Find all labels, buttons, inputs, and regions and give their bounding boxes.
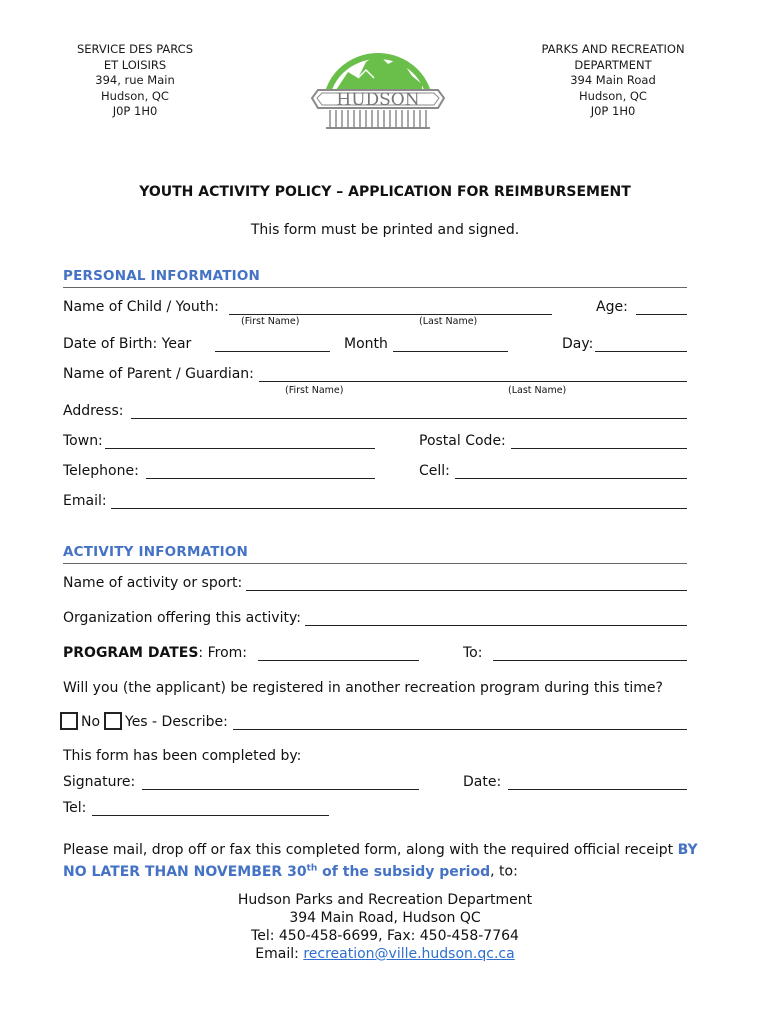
address-label: Address: [63, 403, 124, 419]
section-divider [63, 563, 687, 564]
contact-block [0, 891, 770, 963]
tel-field[interactable] [92, 815, 329, 816]
header-right-address [533, 42, 693, 120]
address-line: J0P 1H0 [590, 104, 636, 118]
to-label: To: [463, 645, 483, 661]
child-name-field[interactable] [229, 314, 552, 315]
section-divider [63, 287, 687, 288]
address-line: 394 Main Road [570, 73, 656, 87]
cell-label: Cell: [419, 463, 450, 479]
program-dates-label [63, 645, 247, 661]
deadline-suffix: th [306, 863, 318, 873]
dob-day-label: Day: [562, 336, 594, 352]
postal-code-label: Postal Code: [419, 433, 506, 449]
instructions-end: , to: [490, 863, 518, 880]
postal-code-field[interactable] [511, 448, 687, 449]
date-label: Date: [463, 774, 502, 790]
last-name-hint: (Last Name) [419, 316, 478, 327]
completed-by-label: This form has been completed by: [63, 748, 302, 764]
contact-department: Hudson Parks and Recreation Department [237, 892, 533, 908]
address-line: Hudson, QC [101, 88, 169, 103]
parent-name-field[interactable] [259, 381, 687, 382]
telephone-label: Telephone: [63, 463, 139, 479]
no-label: No [81, 714, 101, 730]
first-name-hint: (First Name) [241, 316, 300, 327]
town-field[interactable] [105, 448, 375, 449]
date-field[interactable] [508, 789, 687, 790]
deadline-period: of the subsidy period [317, 863, 491, 880]
child-name-label: Name of Child / Youth: [63, 299, 219, 315]
signature-label: Signature: [63, 774, 136, 790]
describe-field[interactable] [233, 729, 687, 730]
form-subtitle: This form must be printed and signed. [250, 222, 520, 238]
dob-month-label: Month [344, 336, 388, 352]
organization-field[interactable] [305, 625, 687, 626]
no-checkbox[interactable] [60, 712, 78, 730]
address-line: ET LOISIRS [103, 57, 167, 72]
tel-label: Tel: [63, 800, 87, 816]
last-name-hint: (Last Name) [508, 385, 567, 396]
submission-instructions [63, 841, 723, 881]
deadline-bold: BY NO LATER THAN NOVEMBER 30 [63, 842, 698, 880]
address-line: 394, rue Main [95, 73, 175, 87]
form-title: YOUTH ACTIVITY POLICY – APPLICATION FOR REIMBURSEMENT [139, 184, 631, 200]
program-dates-bold: PROGRAM DATES [63, 645, 199, 661]
address-field[interactable] [131, 418, 687, 419]
email-link[interactable]: recreation@ville.hudson.qc.ca [303, 946, 515, 962]
address-line: SERVICE DES PARCS [76, 42, 194, 56]
age-label: Age: [596, 299, 628, 315]
other-program-question: Will you (the applicant) be registered in another recreation program during this time? [63, 680, 663, 696]
first-name-hint: (First Name) [285, 385, 344, 396]
activity-name-field[interactable] [246, 590, 687, 591]
dob-year-label: Date of Birth: Year [63, 336, 192, 352]
program-from-field[interactable] [258, 660, 419, 661]
signature-field[interactable] [142, 789, 419, 790]
dob-day-field[interactable] [595, 351, 687, 352]
email-label: Email: [63, 493, 107, 509]
cell-field[interactable] [455, 478, 687, 479]
dob-year-field[interactable] [215, 351, 330, 352]
address-line: DEPARTMENT [574, 57, 652, 72]
yes-checkbox[interactable] [104, 712, 122, 730]
contact-address: 394 Main Road, Hudson QC [289, 910, 481, 926]
age-field[interactable] [636, 314, 687, 315]
email-field[interactable] [111, 508, 687, 509]
address-line: PARKS AND RECREATION [541, 42, 685, 56]
from-label: : From: [198, 645, 247, 661]
address-line: J0P 1H0 [112, 104, 158, 118]
personal-info-heading: PERSONAL INFORMATION [63, 268, 261, 284]
organization-label: Organization offering this activity: [63, 610, 301, 626]
program-to-field[interactable] [493, 660, 687, 661]
email-prefix: Email: [255, 946, 304, 962]
instructions-text: Please mail, drop off or fax this completed form, along with the required official receipt [63, 842, 678, 858]
hudson-logo [308, 32, 448, 132]
header-left-address [75, 42, 195, 120]
telephone-field[interactable] [146, 478, 375, 479]
dob-month-field[interactable] [393, 351, 508, 352]
activity-info-heading: ACTIVITY INFORMATION [63, 544, 248, 560]
logo-text: HUDSON [336, 90, 420, 110]
activity-name-label: Name of activity or sport: [63, 575, 243, 591]
address-line: Hudson, QC [579, 88, 647, 103]
town-label: Town: [63, 433, 103, 449]
contact-phone-fax: Tel: 450-458-6699, Fax: 450-458-7764 [251, 928, 519, 944]
contact-email-row [0, 945, 770, 963]
yes-describe-label: Yes - Describe: [125, 714, 228, 730]
parent-name-label: Name of Parent / Guardian: [63, 366, 254, 382]
